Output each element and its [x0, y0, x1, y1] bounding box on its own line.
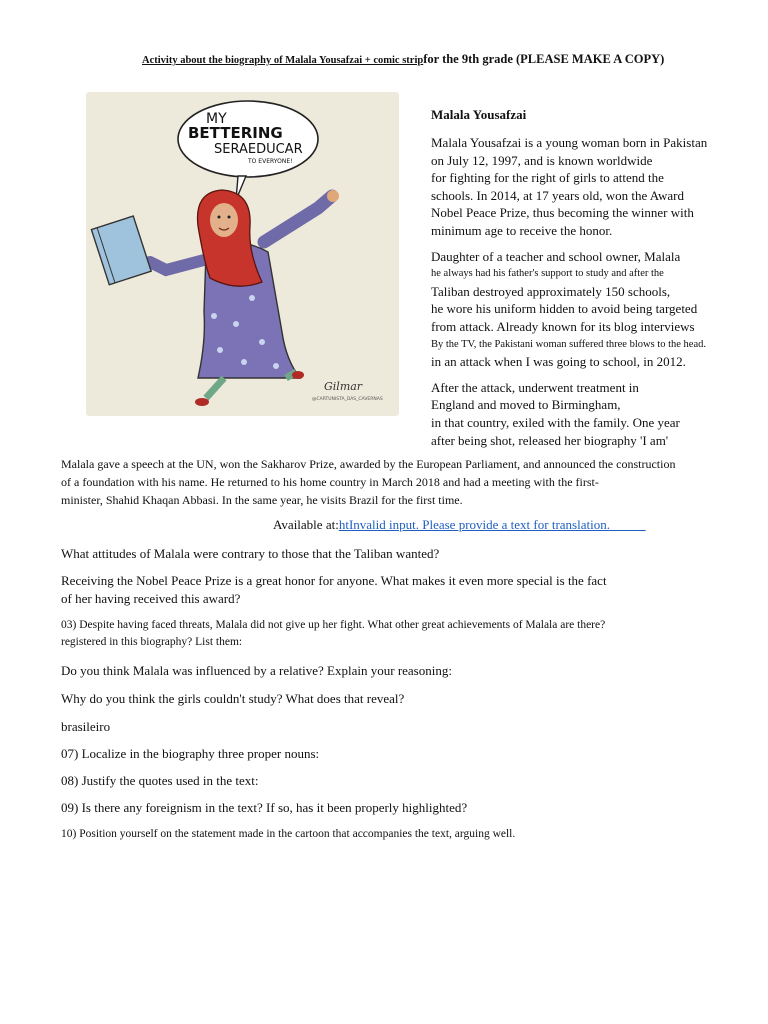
biography-column: [431, 107, 731, 457]
bio-line: in that country, exiled with the family. One year: [431, 414, 680, 430]
bubble-line-2: BETTERING: [188, 124, 283, 142]
left-leg: [206, 378, 224, 398]
bio-paragraph-2: [431, 248, 731, 371]
right-shoe: [292, 371, 304, 379]
header-grade-note: for the 9th grade (PLEASE MAKE A COPY): [423, 52, 665, 66]
source-citation: [273, 517, 646, 533]
book-arm: [150, 260, 204, 270]
question-line: 07) Localize in the biography three proper nouns:: [61, 746, 320, 761]
bio-line: for fighting for the right of girls to attend the: [431, 170, 664, 186]
bubble-line-4: TO EVERYONE!: [248, 158, 293, 165]
header-underlined-title: Activity about the biography of Malala Yousafzai + comic strip: [142, 55, 424, 66]
bio-line: minimum age to receive the honor.: [431, 222, 613, 238]
bio-line: he wore his uniform hidden to avoid being targeted: [431, 301, 698, 317]
bio-line: England and moved to Birmingham,: [431, 397, 621, 413]
question-line: What attitudes of Malala were contrary to those that the Taliban wanted?: [61, 546, 440, 561]
source-link[interactable]: htInvalid input. Please provide a text for translation.: [338, 517, 610, 532]
bubble-line-3: SERAEDUCAR: [214, 142, 303, 157]
question-line: 08) Justify the quotes used in the text:: [61, 773, 259, 788]
bio-line: of a foundation with his name. He returned to his home country in March 2018 and had a meeting with the first-: [61, 475, 599, 489]
bio-line: Daughter of a teacher and school owner, Malala: [431, 248, 681, 264]
bio-paragraph-1: [431, 134, 731, 240]
bio-line: Taliban destroyed approximately 150 schools,: [431, 283, 671, 299]
question-line: of her having received this award?: [61, 591, 241, 606]
artist-signature: Gilmar: [324, 380, 363, 393]
bio-line: he always had his father's support to study and after the: [431, 268, 664, 280]
face: [210, 203, 238, 237]
bio-line: Malala gave a speech at the UN, won the Sakharov Prize, awarded by the European Parliament, and announced the construction: [61, 457, 676, 471]
bio-paragraph-3: [431, 379, 731, 449]
biography-title: Malala Yousafzai: [431, 107, 527, 122]
bio-line: After the attack, underwent treatment in: [431, 379, 639, 395]
malala-cartoon: [86, 92, 399, 416]
question-line: 10) Position yourself on the statement made in the cartoon that accompanies the text, arguing well.: [61, 828, 516, 840]
bio-line: Nobel Peace Prize, thus becoming the winner with: [431, 205, 694, 221]
left-shoe: [195, 398, 209, 406]
bio-line: from attack. Already known for its blog interviews: [431, 318, 695, 334]
bio-full-width-paragraph: [61, 455, 721, 509]
bio-line: By the TV, the Pakistani woman suffered three blows to the head.: [431, 338, 706, 350]
question-line: 03) Despite having faced threats, Malala did not give up her fight. What other great achievements of Malala are there?: [61, 619, 606, 631]
question-line: brasileiro: [61, 719, 111, 734]
cartoon-illustration: [86, 92, 399, 416]
bubble-line-1: MY: [206, 111, 227, 127]
available-label: Available at:: [273, 517, 339, 532]
raised-hand: [327, 190, 339, 202]
bio-line: Malala Yousafzai is a young woman born in Pakistan: [431, 135, 708, 150]
artist-credit: @CARTUNISTA_DAS_CAVERNAS: [312, 397, 383, 402]
bio-line: in an attack when I was going to school, in 2012.: [431, 354, 686, 370]
book-icon: [91, 216, 151, 285]
raised-arm: [264, 196, 332, 242]
bio-line: schools. In 2014, at 17 years old, won the Award: [431, 187, 684, 203]
question-line: Do you think Malala was influenced by a relative? Explain your reasoning:: [61, 663, 452, 678]
question-line: registered in this biography? List them:: [61, 636, 243, 648]
question-line: 09) Is there any foreignism in the text? If so, has it been properly highlighted?: [61, 800, 468, 815]
bio-line: minister, Shahid Khaqan Abbasi. In the same year, he visits Brazil for the first time.: [61, 493, 463, 507]
question-line: Receiving the Nobel Peace Prize is a great honor for anyone. What makes it even more special is the fact: [61, 573, 607, 588]
bio-line: on July 12, 1997, and is known worldwide: [431, 152, 653, 168]
question-line: Why do you think the girls couldn't study? What does that reveal?: [61, 691, 405, 706]
bio-line: after being shot, released her biography 'I am': [431, 432, 669, 448]
activity-header: [142, 52, 664, 67]
